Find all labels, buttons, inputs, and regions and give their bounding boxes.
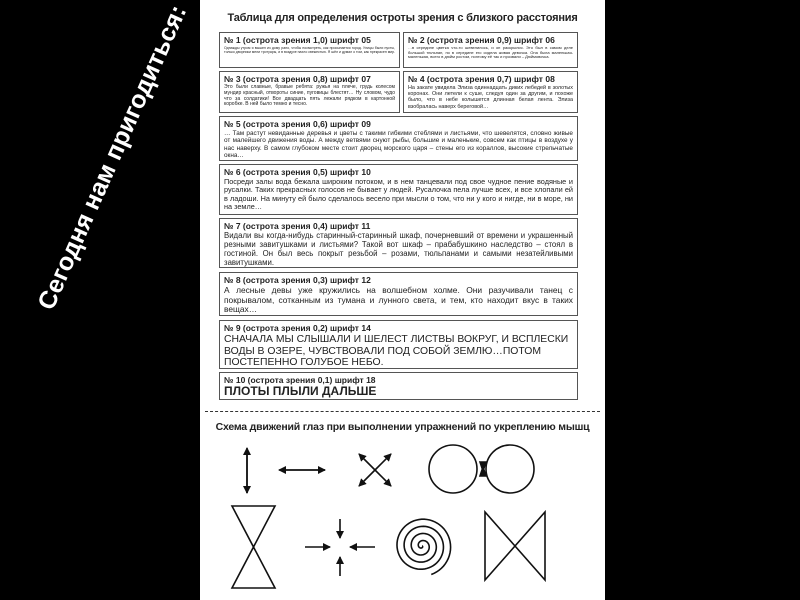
box-text: ПЛОТЫ ПЛЫЛИ ДАЛЬШЕ: [224, 384, 377, 398]
box-header: № 5 (острота зрения 0,6) шрифт 09: [224, 119, 371, 129]
box-header: № 4 (острота зрения 0,7) шрифт 08: [408, 74, 555, 84]
eye-exercise-diagrams: [200, 0, 605, 600]
box-header: № 7 (острота зрения 0,4) шрифт 11: [224, 221, 371, 231]
box-header: № 9 (острота зрения 0,2) шрифт 14: [224, 323, 371, 333]
box-text: …в середине цветка что-то шевелилось, и он раскрылся. Это был в самом деле большой тюльпан, но в середине его сидела живая девочка. Она была маленькая-маленькая, всего в дюйм ростом, поэтому её так и прозвали – Дюймовочка.: [408, 45, 573, 60]
box-text: Посреди залы вода бежала широким потоком, и в нем танцевали под свое чудное пение водяные и русалки. Таких прекрасных голосов не бывает у людей. Русалочка пела лучше всех, и все хлопали ей в ладоши. На минуту ей было сделалось весело при мысли о том, что ни у кого и нигде, ни в море, ни на земле…: [224, 177, 573, 212]
converging-arrows-icon: [305, 519, 375, 576]
box-header: № 3 (острота зрения 0,8) шрифт 07: [224, 74, 371, 84]
diagonal-cross-arrows-icon: [359, 454, 391, 486]
page-title: Таблица для определения остроты зрения с близкого расстояния: [227, 12, 578, 24]
document-page: [200, 0, 605, 600]
scheme-title: Схема движений глаз при выполнении упражнений по укреплению мышц: [215, 421, 590, 433]
box-header: № 8 (острота зрения 0,3) шрифт 12: [224, 275, 371, 285]
side-caption: Сегодня нам пригодиться:: [32, 0, 193, 315]
box-header: № 10 (острота зрения 0,1) шрифт 18: [224, 375, 376, 385]
bowtie-icon: [485, 512, 545, 580]
box-text: На закате увидела Элиза одиннадцать диких лебедей в золотых коронах. Они летели к суше, следуя один за другим, и похоже было, что в небе колышется длинная белая лента. Элиза взобралась наверх береговой…: [408, 85, 573, 110]
box-text: СНАЧАЛА МЫ СЛЫШАЛИ И ШЕЛЕСТ ЛИСТВЫ ВОКРУГ, И ВСПЛЕСКИ ВОДЫ В ОЗЕРЕ, ЧУВСТВОВАЛИ ПОД СОБОЙ ЗЕМЛЮ…ПОТОМ ПОСТЕПЕННО ГОЛУБОЕ НЕБО.: [224, 334, 569, 369]
figure-eight-circles-icon: [429, 445, 534, 493]
box-text: … Там растут невиданные деревья и цветы с такими гибкими стеблями и листьями, что шевелятся, словно живые от малейшего движения воды. А между ветвями снуют рыбы, большие и маленькие, совсем как птицы в воздухе у нас наверху. В самом глубоком месте стоит дворец морского царя – стены его из кораллов, высокие стрельчатые окна…: [224, 130, 573, 160]
box-text: Это были славные, бравые ребята: ружья на плече, грудь колесом мундир красный, отвороты синие, пуговицы блестят… Ну словом, чудо что за солдатики! Все двадцать пять лежали рядком в картонной коробке. В ней было темно и тесно.: [224, 84, 395, 108]
box-text: Видали вы когда-нибудь старинный-старинный шкаф, почерневший от времени и украшенный резными завитушками и листьями? Такой вот шкаф – прабабушкино наследство – стоял в гостиной. Он был весь покрыт резьбой – розами, тюльпанами и самыми незатейливыми завитушками.: [224, 231, 573, 267]
box-header: № 1 (острота зрения 1,0) шрифт 05: [224, 35, 371, 45]
spiral-icon: [397, 519, 451, 574]
box-text: Однажды утром я вышел из дому рано, чтобы посмотреть, как просыпается город. Улицы были пусты, только дворники мели тротуары, и в воздухе пахло свежестью. Я шёл и думал о том, как прекрасен мир.: [224, 46, 396, 55]
box-header: № 6 (острота зрения 0,5) шрифт 10: [224, 167, 371, 177]
box-text: А лесные девы уже кружились на волшебном холме. Они разучивали танец с покрывалом, сотканным из тумана и лунного света, и тем, кто находит вкус в таких вещах…: [224, 285, 573, 315]
hourglass-icon: [232, 506, 275, 588]
box-header: № 2 (острота зрения 0,9) шрифт 06: [408, 35, 555, 45]
